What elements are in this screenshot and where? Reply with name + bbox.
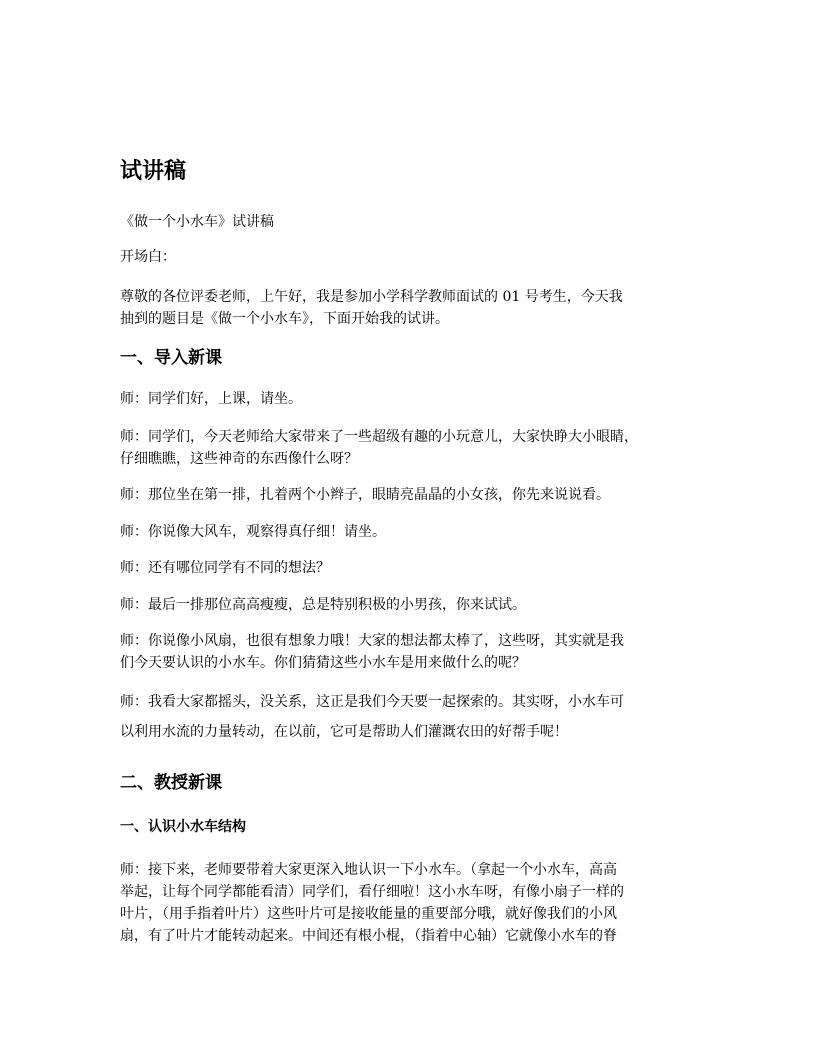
paragraph-line: 师：同学们，今天老师给大家带来了一些超级有趣的小玩意儿，大家快睁大小眼睛， bbox=[120, 429, 638, 445]
paragraph bbox=[120, 557, 700, 579]
paragraph-line: 师：最后一排那位高高瘦瘦，总是特别积极的小男孩，你来试试。 bbox=[120, 597, 526, 613]
paragraph bbox=[120, 594, 700, 616]
paragraph bbox=[120, 484, 700, 506]
paragraph-line: 抽到的题目是《做一个小水车》，下面开始我的试讲。 bbox=[120, 311, 449, 327]
section-heading-intro: 一、导入新课 bbox=[120, 348, 222, 368]
paragraph bbox=[120, 388, 700, 410]
opening-label: 开场白： bbox=[120, 249, 176, 265]
paragraph-line: 仔细瞧瞧，这些神奇的东西像什么呀？ bbox=[120, 451, 358, 467]
paragraph bbox=[120, 859, 700, 947]
paragraph-line: 以利用水流的力量转动，在以前，它可是帮助人们灌溉农田的好帮手呢！ bbox=[120, 724, 568, 740]
paragraph-line: 师：那位坐在第一排，扎着两个小辫子，眼睛亮晶晶的小女孩，你先来说说看。 bbox=[120, 487, 610, 503]
paragraph bbox=[120, 521, 700, 543]
paragraph-line: 叶片，（用手指着叶片）这些叶片可是接收能量的重要部分哦，就好像我们的小风 bbox=[120, 906, 617, 922]
subtitle: 《做一个小水车》试讲稿 bbox=[120, 214, 274, 230]
paragraph-line: 师：你说像大风车，观察得真仔细！请坐。 bbox=[120, 524, 386, 540]
paragraph-line: 师：我看大家都摇头，没关系，这正是我们今天要一起探索的。其实呀，小水车可 bbox=[120, 694, 624, 710]
paragraph-line: 扇，有了叶片才能转动起来。中间还有根小棍，（指着中心轴）它就像小水车的脊 bbox=[120, 928, 617, 944]
paragraph-line: 师：接下来，老师要带着大家更深入地认识一下小水车。（拿起一个小水车，高高 bbox=[120, 862, 617, 878]
paragraph bbox=[120, 426, 700, 470]
paragraph-line: 举起，让每个同学都能看清）同学们，看仔细啦！这小水车呀，有像小扇子一样的 bbox=[120, 884, 624, 900]
paragraph bbox=[120, 630, 700, 674]
opening-paragraph bbox=[120, 286, 700, 330]
section-heading-teaching: 二、教授新课 bbox=[120, 773, 222, 793]
page-title: 试讲稿 bbox=[120, 159, 187, 184]
paragraph-line: 师：同学们好，上课，请坐。 bbox=[120, 391, 302, 407]
subsection-heading: 一、认识小水车结构 bbox=[120, 819, 246, 835]
paragraph bbox=[120, 687, 700, 747]
paragraph-line: 们今天要认识的小水车。你们猜猜这些小水车是用来做什么的呢？ bbox=[120, 655, 526, 671]
paragraph-line: 师：还有哪位同学有不同的想法？ bbox=[120, 560, 330, 576]
paragraph-line: 师：你说像小风扇，也很有想象力哦！大家的想法都太棒了，这些呀，其实就是我 bbox=[120, 633, 624, 649]
paragraph-line: 尊敬的各位评委老师，上午好，我是参加小学科学教师面试的 01 号考生，今天我 bbox=[120, 289, 623, 305]
